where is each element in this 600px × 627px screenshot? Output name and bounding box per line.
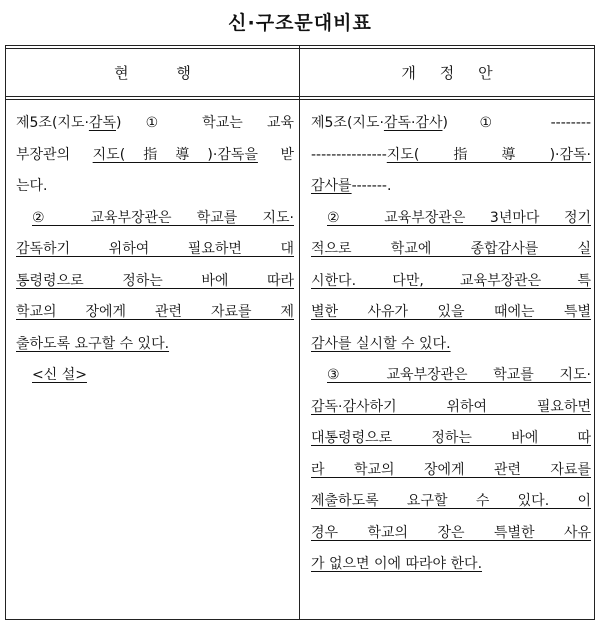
current-text-line	[16, 140, 294, 172]
text-segment: 감독	[88, 115, 116, 131]
revised-text-line	[311, 266, 591, 298]
header-divider	[6, 96, 594, 97]
text-segment: 받	[257, 146, 294, 163]
text-segment: <신 설>	[32, 367, 87, 383]
text-segment: -------.	[351, 178, 392, 194]
current-text-line	[16, 360, 294, 392]
revised-column-header: 개 정 안	[401, 64, 493, 82]
current-text-column	[16, 108, 294, 392]
text-segment: 출하도록 요구할 수 있다.	[16, 335, 170, 352]
text-segment: 지도(指導)·감독을	[92, 146, 258, 163]
revised-text-line	[311, 360, 591, 392]
text-segment: 감독·감사	[383, 115, 443, 131]
current-column-header: 현 행	[114, 64, 191, 82]
text-segment: 학교의 장에게 관련 자료를 제	[16, 304, 294, 320]
text-segment: 는다.	[16, 178, 48, 194]
text-segment: 적으로 학교에 종합감사를 실	[311, 241, 591, 257]
comparison-table	[5, 45, 595, 620]
revised-text-line	[311, 234, 591, 266]
text-segment: ③ 교육부장관은 학교를 지도·	[327, 367, 591, 383]
current-text-line	[16, 203, 294, 235]
revised-text-line	[311, 549, 591, 581]
text-segment: ) ① --------	[442, 115, 591, 131]
revised-text-line	[311, 329, 591, 361]
text-segment: 라 학교의 장에게 관련 자료를	[311, 461, 591, 478]
page-title: 신·구조문대비표	[228, 12, 372, 34]
text-segment: 감사를	[311, 178, 352, 194]
revised-text-line	[311, 486, 591, 518]
revised-text-line	[311, 171, 591, 203]
current-text-line	[16, 329, 294, 361]
revised-text-line	[311, 203, 591, 235]
revised-text-line	[311, 140, 591, 172]
text-segment: ) ① 학교는 교육	[115, 115, 294, 131]
text-segment: ② 교육부장관은 3년마다 정기	[327, 209, 591, 226]
text-segment: 지도(指導)·감독·	[386, 146, 591, 163]
text-segment: 부장관의	[16, 146, 93, 163]
text-segment: 감독·감사하기 위하여 필요하면	[311, 398, 591, 415]
text-segment: ---------------	[311, 146, 387, 163]
text-segment: 제5조(지도·	[16, 115, 89, 131]
column-divider	[299, 46, 300, 619]
revised-text-line	[311, 518, 591, 550]
text-segment: ② 교육부장관은 학교를 지도·	[32, 209, 294, 226]
text-segment: 감사를 실시할 수 있다.	[311, 335, 451, 352]
text-segment: 제5조(지도·	[311, 115, 384, 131]
current-text-line	[16, 266, 294, 298]
text-segment: 가 없으면 이에 따라야 한다.	[311, 556, 483, 572]
text-segment: 대통령령으로 정하는 바에 따	[311, 430, 591, 446]
revised-text-line	[311, 297, 591, 329]
revised-text-line	[311, 455, 591, 487]
text-segment: 제출하도록 요구할 수 있다. 이	[311, 493, 591, 509]
current-text-line	[16, 297, 294, 329]
text-segment: 경우 학교의 장은 특별한 사유	[311, 524, 591, 541]
revised-text-line	[311, 392, 591, 424]
text-segment: 통령령으로 정하는 바에 따라	[16, 272, 294, 289]
text-segment: 별한 사유가 있을 때에는 특별	[311, 304, 591, 320]
revised-text-line	[311, 108, 591, 140]
revised-text-line	[311, 423, 591, 455]
text-segment: 시한다. 다만, 교육부장관은 특	[311, 272, 591, 289]
text-segment: 감독하기 위하여 필요하면 대	[16, 241, 294, 257]
current-text-line	[16, 234, 294, 266]
current-text-line	[16, 171, 294, 203]
revised-text-column	[311, 108, 591, 581]
current-text-line	[16, 108, 294, 140]
